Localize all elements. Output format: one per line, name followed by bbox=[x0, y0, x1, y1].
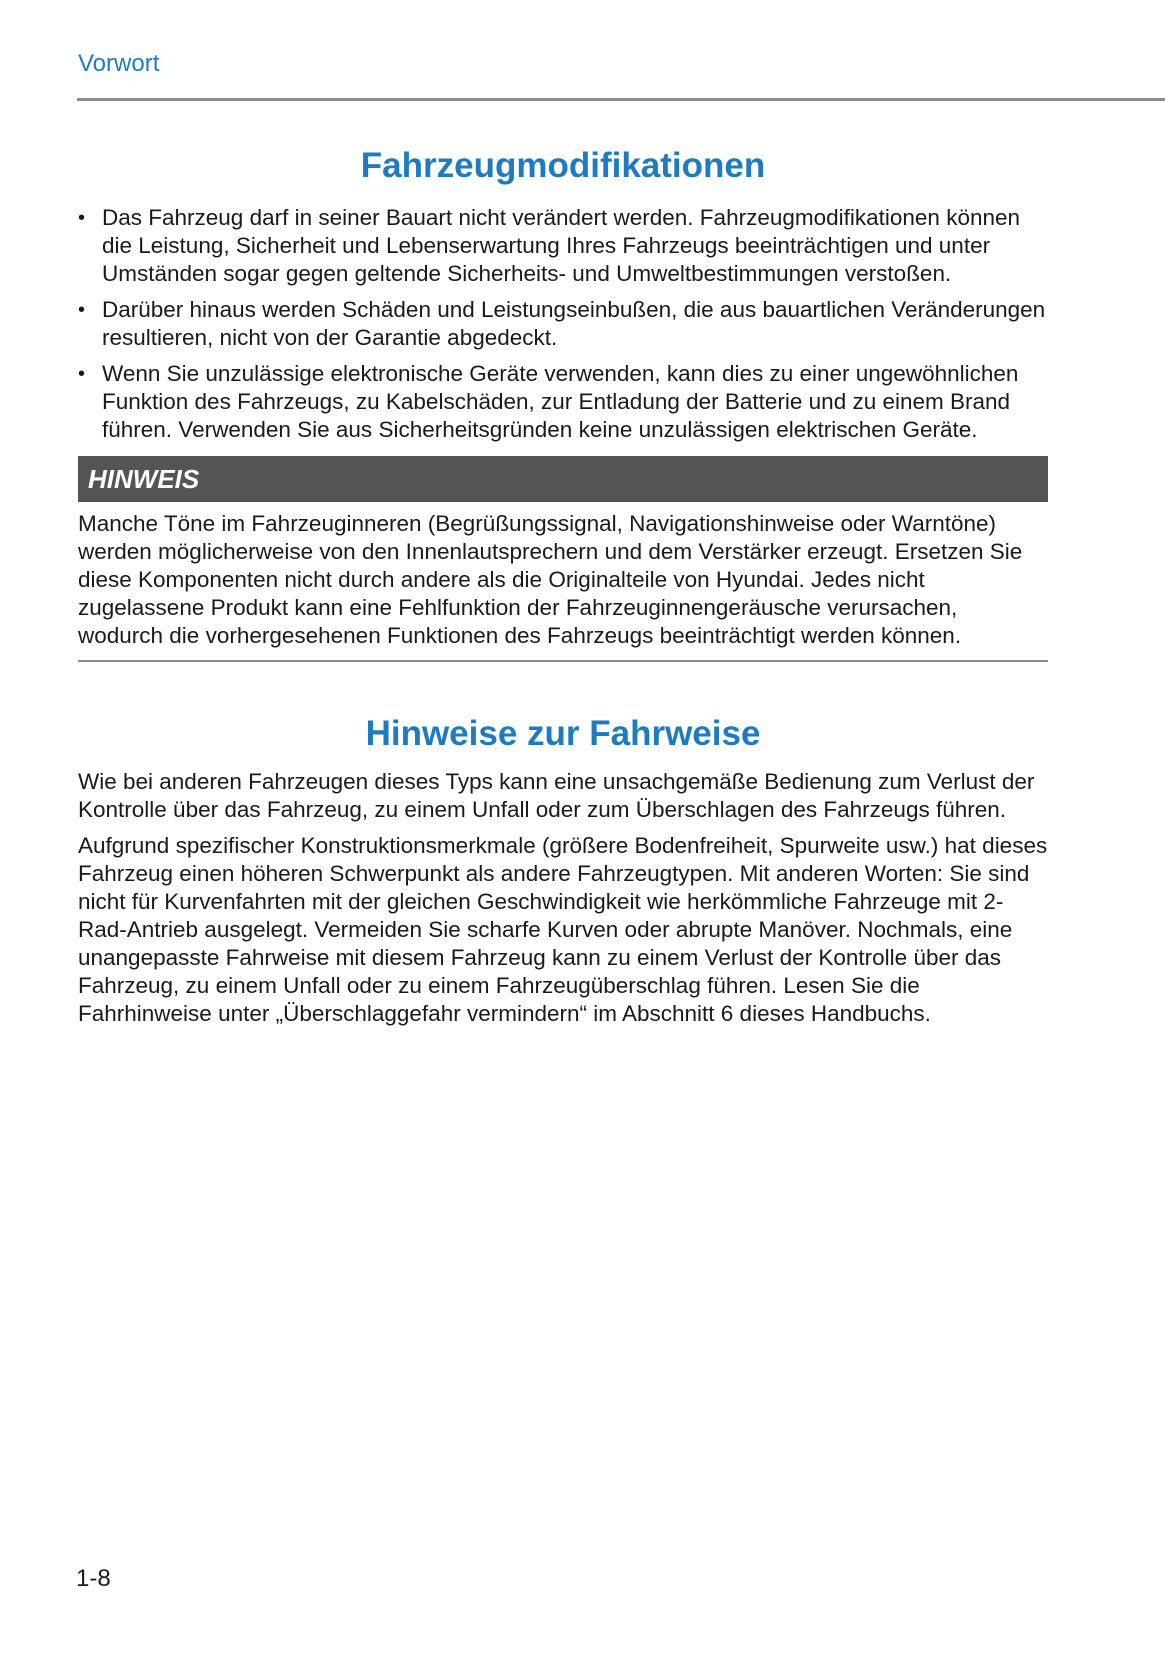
modifications-bullet-list bbox=[78, 204, 1048, 444]
section-vehicle-modifications bbox=[78, 140, 1048, 444]
note-text: Manche Töne im Fahrzeuginneren (Begrüßungssignal, Navigationshinweise oder Warntöne) werden möglicherweise von den Innenlautsprechern und dem Verstärker erzeugt. Ersetzen Sie diese Komponenten nicht durch andere als die Originalteile von Hyundai. Jedes nicht zugelassene Produkt kann eine Fehlfunktion der Fahrzeuginnengeräusche verursachen, wodurch die vorhergesehenen Funktionen des Fahrzeugs beeinträchtigt werden können. bbox=[78, 511, 1023, 648]
bullet-item: • Darüber hinaus werden Schäden und Leistungseinbußen, die aus bauartlichen Veränderungen resultieren, nicht von der Garantie abgedeckt. bbox=[78, 296, 1048, 352]
bullet-item: • Wenn Sie unzulässige elektronische Geräte verwenden, kann dies zu einer ungewöhnlichen Funktion des Fahrzeugs, zu Kabelschäden, zur Entladung der Batterie und zu einem Brand führen. Verwenden Sie aus Sicherheitsgründen keine unzulässigen elektrischen Geräte. bbox=[78, 360, 1048, 444]
section-title-modifications: Fahrzeugmodifikationen bbox=[360, 146, 766, 185]
header-divider bbox=[77, 98, 1165, 101]
note-box bbox=[78, 456, 1048, 662]
section-driving-notes bbox=[78, 708, 1048, 1028]
page-content bbox=[78, 140, 1048, 1028]
note-title: HINWEIS bbox=[78, 456, 1048, 502]
page-number: 1-8 bbox=[76, 1565, 111, 1592]
paragraph: Wie bei anderen Fahrzeugen dieses Typs kann eine unsachgemäße Bedienung zum Verlust der Kontrolle über das Fahrzeug, zu einem Unfall oder zum Überschlagen des Fahrzeugs führen. bbox=[78, 769, 1035, 822]
running-header: Vorwort bbox=[78, 50, 160, 77]
section-title-driving: Hinweise zur Fahrweise bbox=[365, 714, 761, 753]
note-divider bbox=[78, 660, 1048, 662]
paragraph: Aufgrund spezifischer Konstruktionsmerkmale (größere Bodenfreiheit, Spurweite usw.) hat dieses Fahrzeug einen höheren Schwerpunkt als andere Fahrzeugtypen. Mit anderen Worten: Sie sind nicht für Kurvenfahrten mit der gleichen Geschwindigkeit wie herkömmliche Fahrzeuge mit 2-Rad-Antrieb ausgelegt. Vermeiden Sie scharfe Kurven oder abrupte Manöver. Nochmals, eine unangepasste Fahrweise mit diesem Fahrzeug kann zu einem Verlust der Kontrolle über das Fahrzeug, zu einem Unfall oder zu einem Fahrzeugüberschlag führen. Lesen Sie die Fahrhinweise unter „Überschlaggefahr vermindern“ im Abschnitt 6 dieses Handbuchs. bbox=[78, 833, 1048, 1026]
bullet-item: • Das Fahrzeug darf in seiner Bauart nicht verändert werden. Fahrzeugmodifikationen können die Leistung, Sicherheit und Lebenserwartung Ihres Fahrzeugs beeinträchtigen und unter Umständen sogar gegen geltende Sicherheits- und Umweltbestimmungen verstoßen. bbox=[78, 204, 1048, 288]
